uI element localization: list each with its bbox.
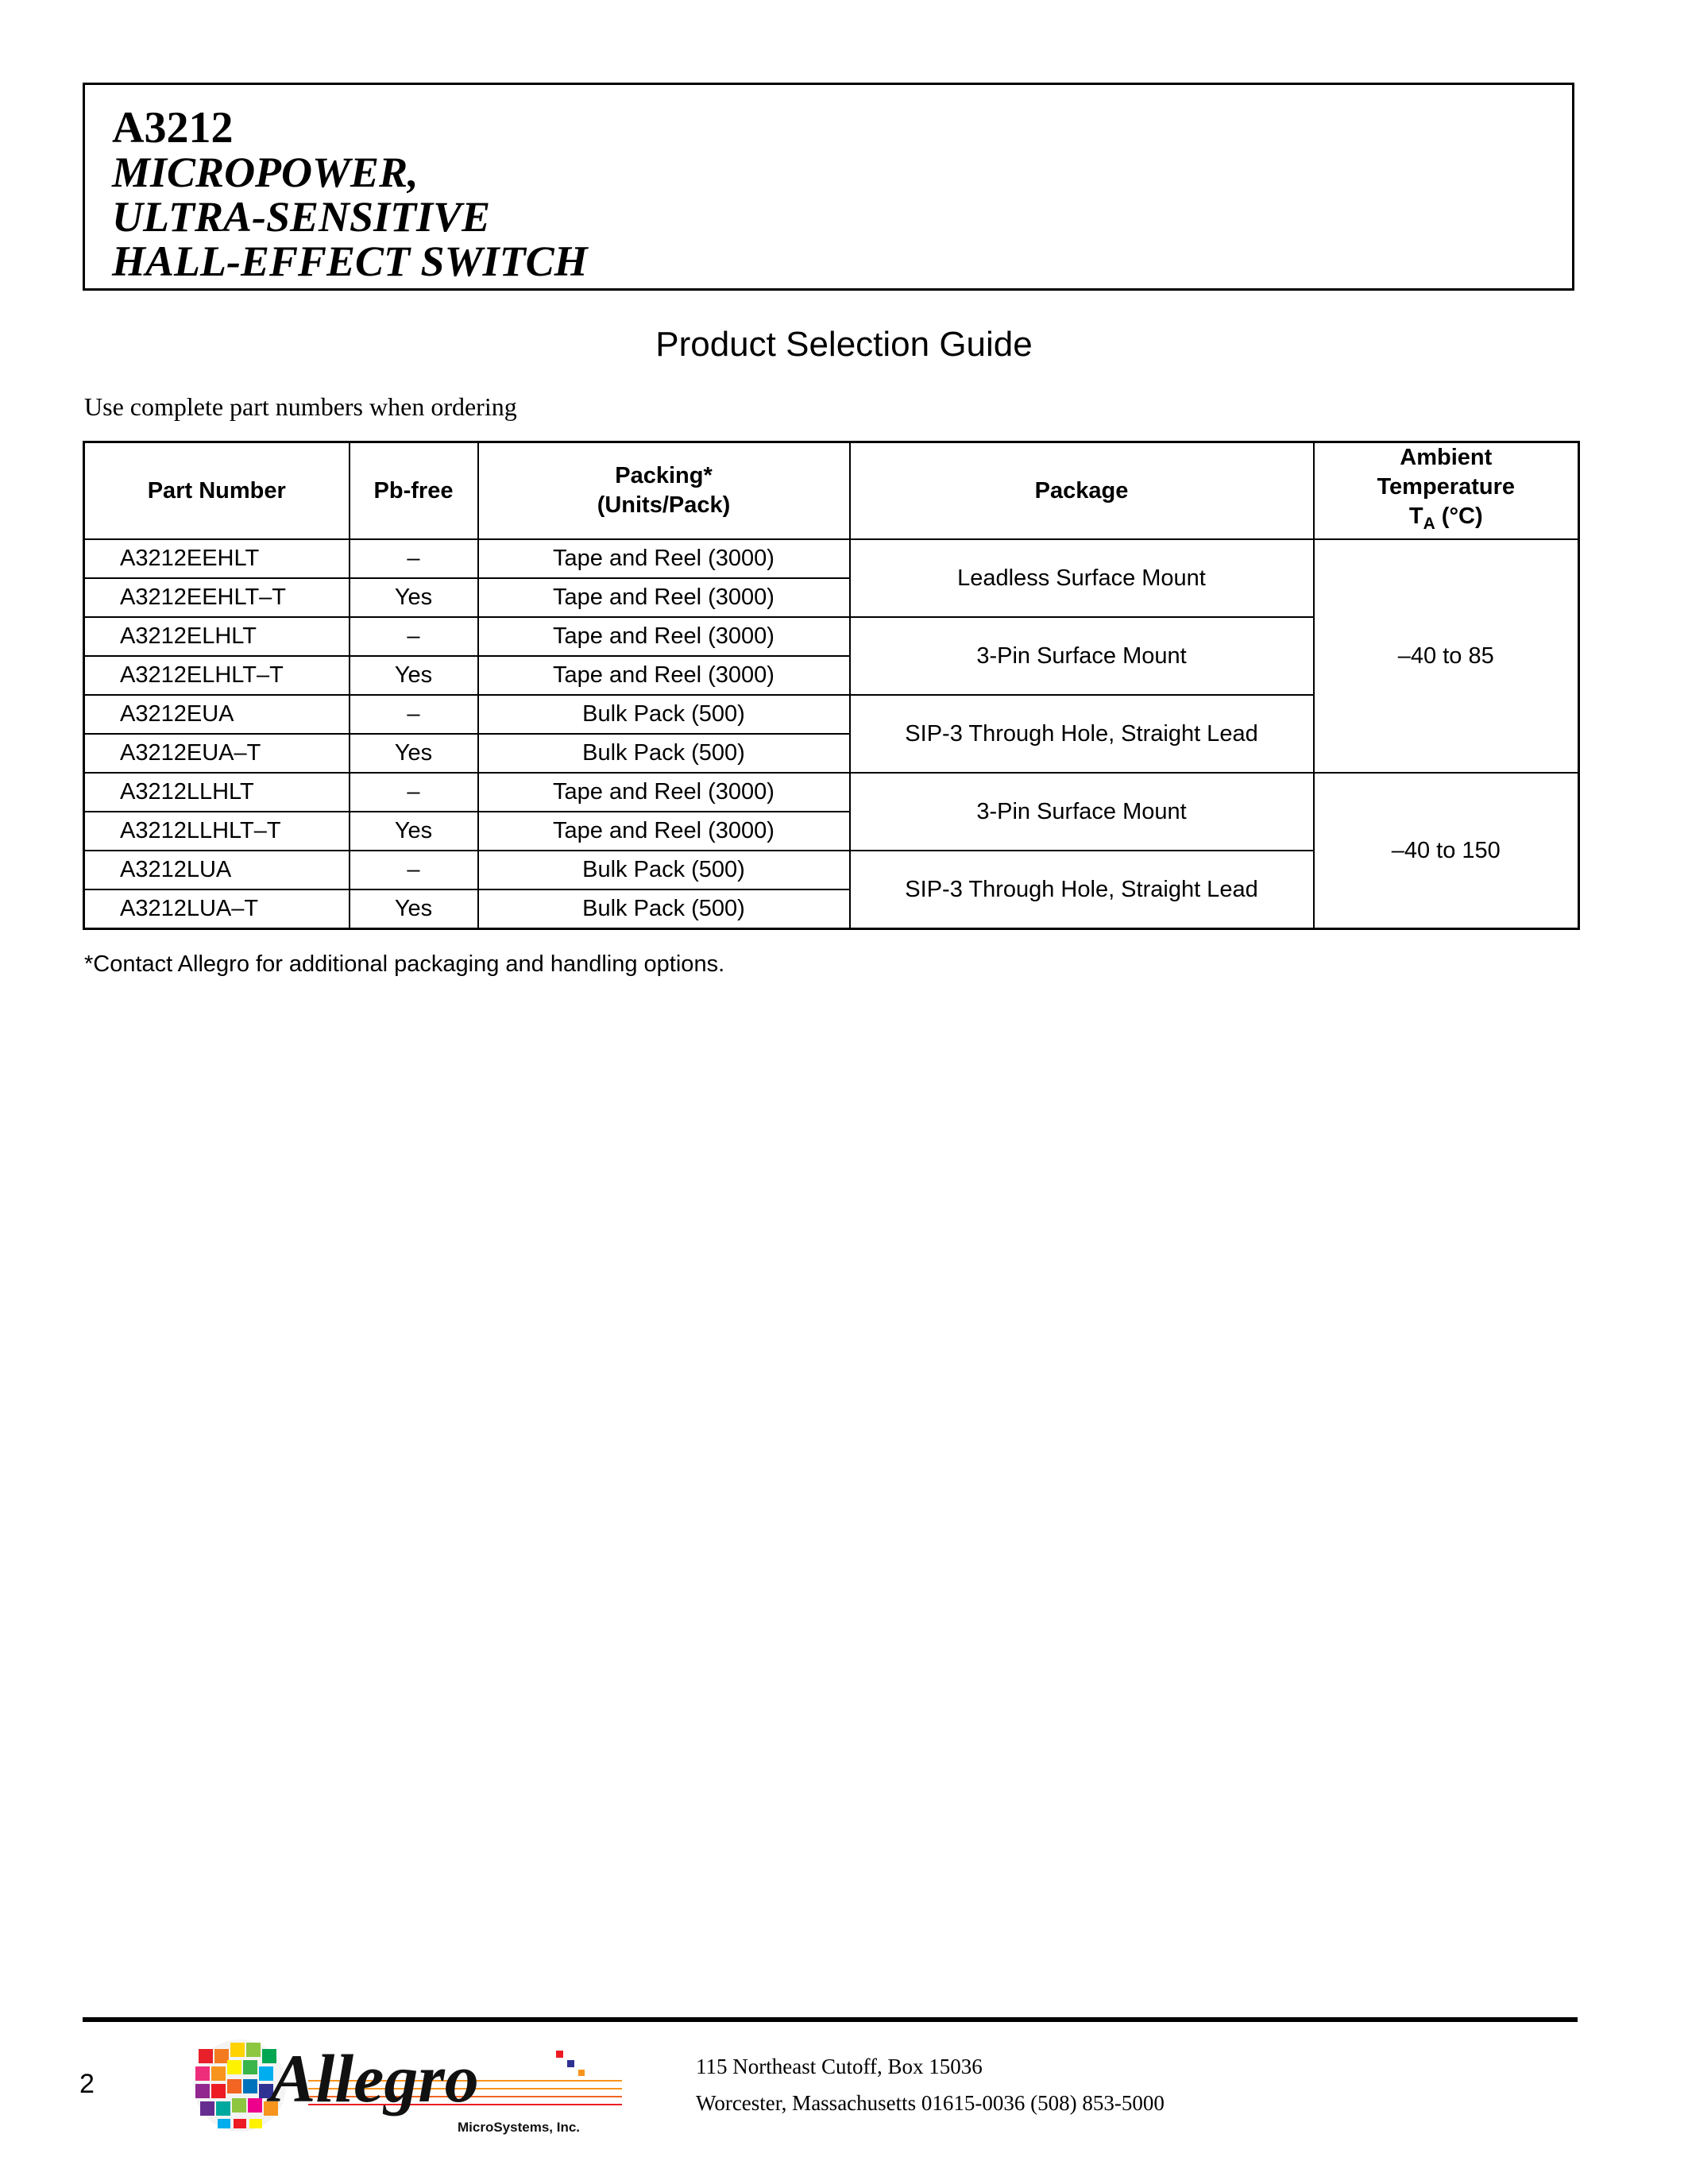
cell-pbfree: Yes [350,889,478,929]
header-package: Package [850,442,1314,540]
cell-pbfree: – [350,617,478,656]
product-selection-table [83,441,1580,930]
cell-package: 3-Pin Surface Mount [850,617,1314,695]
header-packing [478,442,850,540]
subtitle-line-3: HALL-EFFECT SWITCH [112,237,588,285]
table-row [84,773,1579,812]
header-temp-line1: Ambient [1400,445,1493,471]
subtitle-line-2: ULTRA-SENSITIVE [112,193,491,241]
header-temp-symbol: T [1408,504,1423,530]
cell-part: A3212ELHLT [84,617,350,656]
subtitle-line-1: MICROPOWER, [112,149,419,196]
cell-pbfree: Yes [350,734,478,773]
cell-part: A3212LUA–T [84,889,350,929]
cell-part: A3212LUA [84,851,350,889]
cell-packing: Tape and Reel (3000) [478,812,850,851]
header-temp-subscript: A [1423,514,1435,533]
header-temp-unit: (°C) [1435,504,1483,530]
cell-package: Leadless Surface Mount [850,539,1314,617]
header-temperature [1314,442,1579,540]
header-packing-line2: (Units/Pack) [597,492,731,518]
cell-package: SIP-3 Through Hole, Straight Lead [850,695,1314,773]
logo-subtitle: MicroSystems, Inc. [458,2120,581,2135]
footer-rule [83,2017,1578,2022]
section-title: Product Selection Guide [655,325,1033,364]
table-row [84,539,1579,578]
cell-pbfree: – [350,695,478,734]
cell-pbfree: Yes [350,578,478,617]
packaging-footnote: *Contact Allegro for additional packaging and handling options. [84,951,725,977]
cell-pbfree: Yes [350,812,478,851]
cell-packing: Tape and Reel (3000) [478,539,850,578]
logo-wordmark: Allegro [270,2040,479,2116]
allegro-logo [189,2033,634,2138]
cell-package: SIP-3 Through Hole, Straight Lead [850,851,1314,929]
cell-pbfree: – [350,773,478,812]
cell-part: A3212EUA [84,695,350,734]
cell-packing: Bulk Pack (500) [478,851,850,889]
cell-part: A3212EEHLT [84,539,350,578]
cell-packing: Tape and Reel (3000) [478,656,850,695]
table-header-row [84,442,1579,540]
cell-pbfree: Yes [350,656,478,695]
title-box [83,83,1574,291]
address-line-1: 115 Northeast Cutoff, Box 15036 [696,2055,983,2078]
cell-part: A3212LLHLT [84,773,350,812]
cell-part: A3212EEHLT–T [84,578,350,617]
cell-packing: Bulk Pack (500) [478,695,850,734]
cell-part: A3212LLHLT–T [84,812,350,851]
cell-part: A3212ELHLT–T [84,656,350,695]
cell-packing: Tape and Reel (3000) [478,578,850,617]
cell-pbfree: – [350,539,478,578]
cell-temperature: –40 to 150 [1314,773,1579,929]
cell-packing: Bulk Pack (500) [478,734,850,773]
address-line-2: Worcester, Massachusetts 01615-0036 (508) 853-5000 [696,2091,1165,2115]
header-part-number: Part Number [84,442,350,540]
ordering-note: Use complete part numbers when ordering [84,392,517,421]
cell-packing: Tape and Reel (3000) [478,773,850,812]
header-packing-line1: Packing* [615,463,713,488]
part-number-title: A3212 [112,103,234,152]
cell-part: A3212EUA–T [84,734,350,773]
header-pb-free: Pb-free [350,442,478,540]
cell-package: 3-Pin Surface Mount [850,773,1314,851]
cell-pbfree: – [350,851,478,889]
header-temp-line2: Temperature [1377,474,1516,500]
page-number: 2 [79,2069,95,2099]
cell-packing: Bulk Pack (500) [478,889,850,929]
cell-temperature: –40 to 85 [1314,539,1579,773]
cell-packing: Tape and Reel (3000) [478,617,850,656]
